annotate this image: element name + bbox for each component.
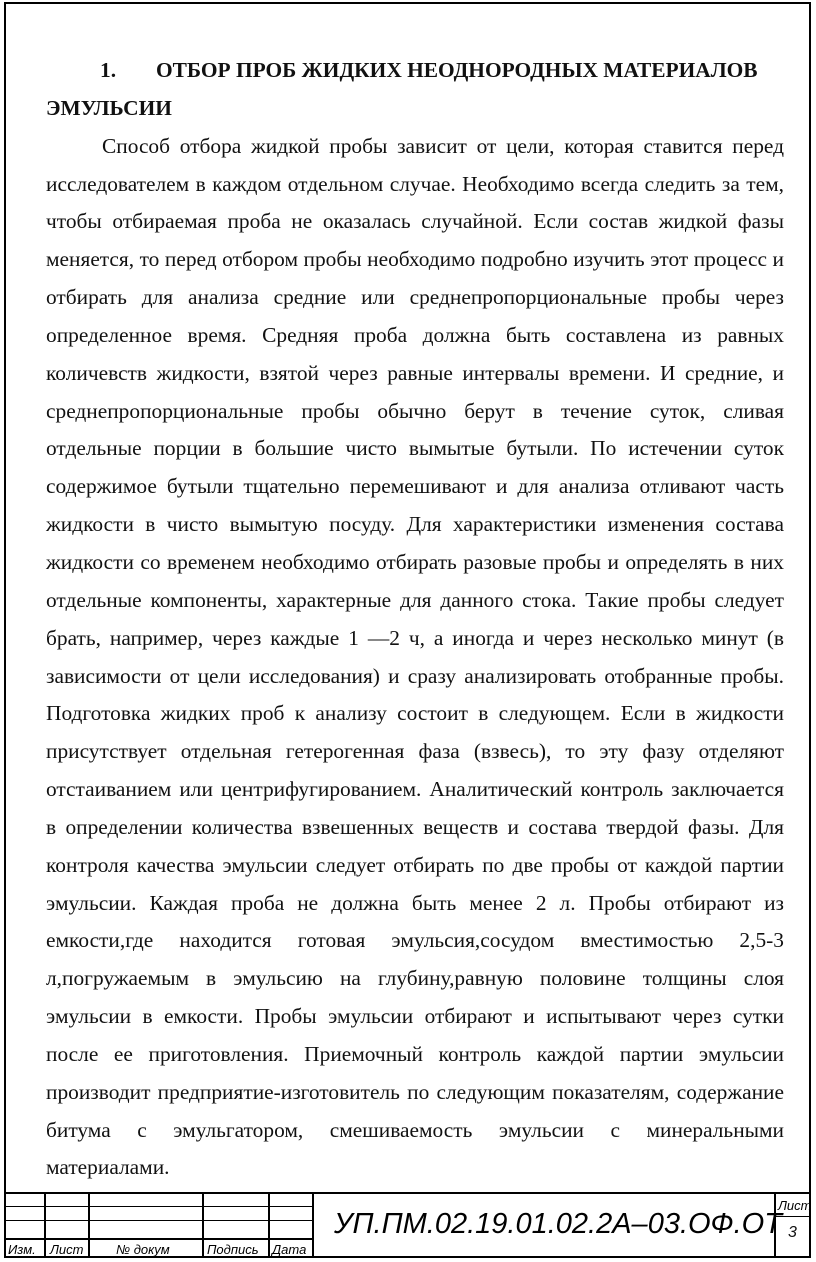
section-title-line1: ОТБОР ПРОБ ЖИДКИХ НЕОДНОРОДНЫХ МАТЕРИАЛОВ [156,58,758,82]
document-body [46,52,784,1187]
section-heading [46,52,784,128]
sheet-number: 3 [788,1224,797,1241]
stamp-divider [44,1194,46,1258]
stamp-divider [312,1194,314,1258]
stamp-divider [202,1194,204,1258]
title-block [4,1192,811,1258]
section-number: 1. [100,58,117,82]
stamp-label-sheet: Лист [50,1242,84,1257]
stamp-label-doc-number: № докум [116,1242,170,1257]
stamp-label-change: Изм. [8,1242,36,1257]
stamp-divider [268,1194,270,1258]
body-paragraph: Способ отбора жидкой пробы зависит от цели, которая ставится перед исследователем в каждом отдельном случае. Необходимо всегда следить за тем, чтобы отбираемая проба не оказалась случайной. Если состав жидкой фазы меняется, то перед отбором пробы необходимо подробно изучить этот процесс и отбирать для анализа средние или среднепропорциональные пробы через определенное время. Средняя проба должна быть составлена из равных количевств жидкости, взятой через равные интервалы времени. И средние, и среднепропорциональные пробы обычно берут в течение суток, сливая отдельные порции в большие чисто вымытые бутыли. По истечении суток содержимое бутыли тщательно перемешивают и для анализа отливают часть жидкости в чисто вымытую посуду. Для характеристики изменения состава жидкости со временем необходимо отбирать разовые пробы и определять в них отдельные компоненты, характерные для данного стока. Такие пробы следует брать, например, через каждые 1 —2 ч, а иногда и через несколько минут (в зависимости от цели исследования) и сразу анализировать отобранные пробы. Подготовка жидких проб к анализу состоит в следующем. Если в жидкости присутствует отдельная гетерогенная фаза (взвесь), то эту фазу отделяют отстаиванием или центрифугированием. Аналитический контроль заключается в определении количества взвешенных веществ и состава твердой фазы. Для контроля качества эмульсии следует отбирать по две пробы от каждой партии эмульсии. Каждая проба не должна быть менее 2 л. Пробы отбирают из емкости,где находится готовая эмульсия,сосудом вместимостью 2,5-3 л,погружаемым в эмульсию на глубину,равную половине толщины слоя эмульсии в емкости. Пробы эмульсии отбирают и испытывают через сутки после ее приготовления. Приемочный контроль каждой партии эмульсии производит предприятие-изготовитель по следующим показателям, содержание битума с эмульгатором, смешиваемость эмульсии с минеральными материалами. [46,133,784,1180]
stamp-row-line [4,1238,312,1240]
stamp-row-line [4,1220,312,1221]
stamp-row-line [4,1206,312,1207]
stamp-label-date: Дата [272,1242,307,1257]
stamp-divider [88,1194,90,1258]
stamp-label-signature: Подпись [207,1242,259,1257]
section-title-line2: ЭМУЛЬСИИ [46,95,172,120]
sheet-label: Лист [778,1198,812,1213]
document-code: УП.ПМ.02.19.01.02.2А–03.ОФ.ОТ [334,1208,782,1240]
